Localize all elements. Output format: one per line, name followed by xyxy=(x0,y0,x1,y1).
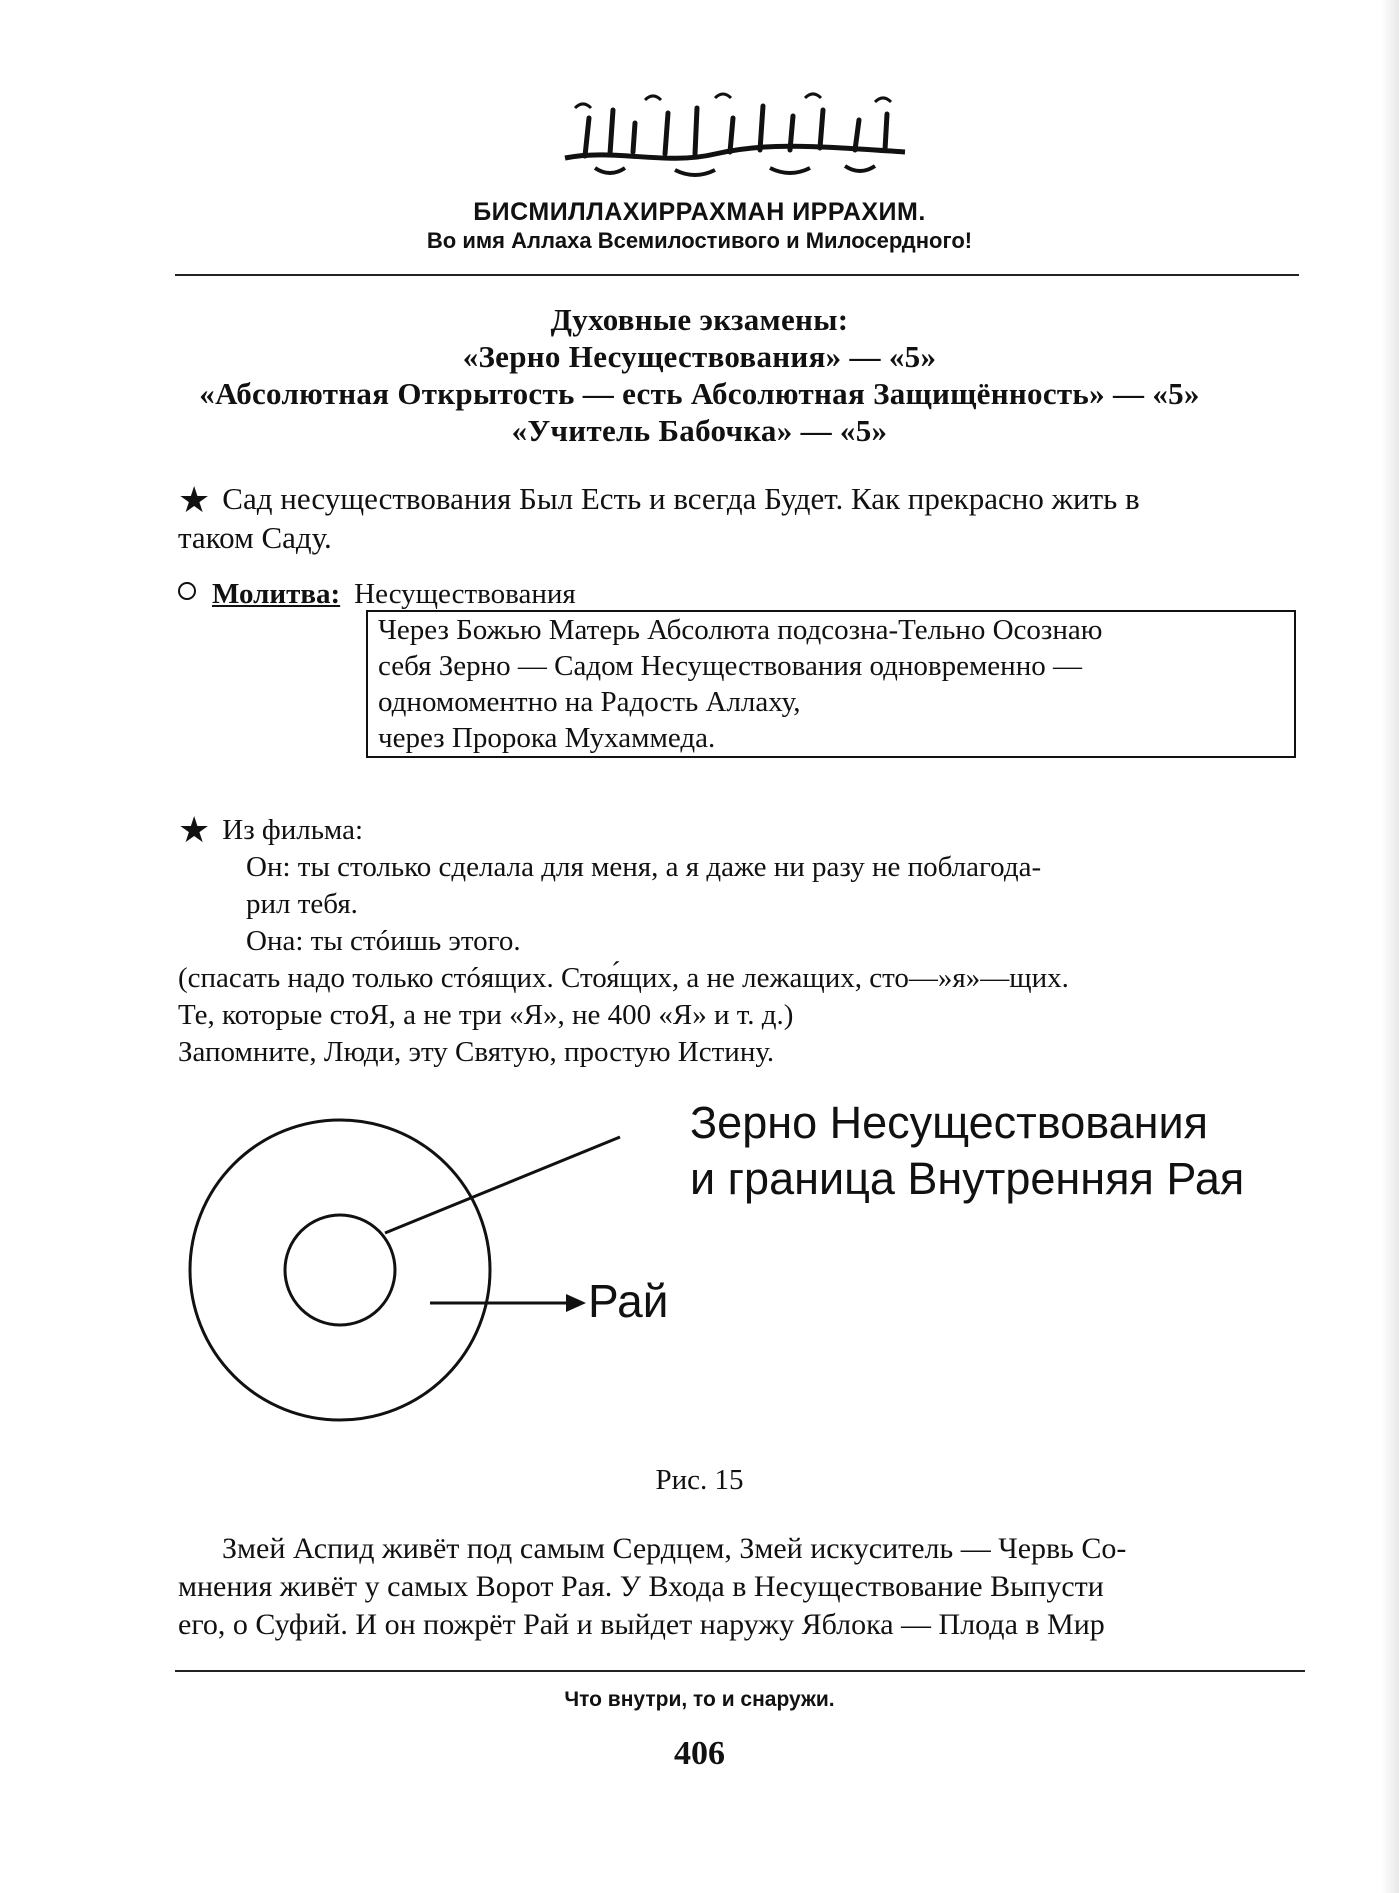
film-title: Из фильма: xyxy=(222,814,364,846)
prayer-box xyxy=(366,610,1296,758)
film-note-line: (спасать надо только стóящих. Стоя́щих, а не лежащих, сто—»я»—щих. xyxy=(178,962,1069,994)
film-quote xyxy=(178,812,1298,1071)
prayer-name: Несуществования xyxy=(354,578,576,610)
prayer-line: Через Божью Матерь Абсолюта подсозна-Тельно Осознаю xyxy=(378,614,1103,646)
prayer-label: Молитва: xyxy=(212,578,341,610)
diagram-caption xyxy=(690,1095,1244,1207)
rai-label: Рай xyxy=(588,1275,669,1327)
garden-line: Сад несуществования Был Есть и всегда Будет. Как прекрасно жить в xyxy=(222,481,1140,516)
prayer-line: через Пророка Мухаммеда. xyxy=(378,722,716,754)
outer-circle xyxy=(190,1120,490,1420)
header-rule xyxy=(175,274,1299,276)
basmala-translation: Во имя Аллаха Всемилостивого и Милосердного! xyxy=(426,228,973,253)
prayer-line: одномоментно на Радость Аллаху, xyxy=(378,686,801,718)
caption-line: и граница Внутренняя Рая xyxy=(690,1153,1245,1204)
film-line: Он: ты столько сделала для меня, а я даже ни разу не поблагода- xyxy=(246,851,1042,883)
star-icon: ★ xyxy=(178,810,211,850)
serpent-line: мнения живёт у самых Ворот Рая. У Входа в Несуществование Выпусти xyxy=(178,1570,1104,1603)
garden-line: таком Саду. xyxy=(178,520,332,555)
circle-bullet-icon xyxy=(178,582,196,600)
serpent-paragraph xyxy=(178,1530,1298,1644)
film-line: рил тебя. xyxy=(246,888,358,920)
star-icon: ★ xyxy=(178,480,211,520)
film-line: Она: ты стóишь этого. xyxy=(246,925,521,957)
exam-item: «Зерно Несуществования» — «5» xyxy=(462,339,937,374)
prayer-heading xyxy=(178,578,576,611)
footer-motto: Что внутри, то и снаружи. xyxy=(564,1688,835,1711)
exam-item: «Абсолютная Открытость — есть Абсолютная Защищённость» — «5» xyxy=(199,376,1200,411)
basmala-transliteration: БИСМИЛЛАХИРРАХМАН ИРРАХИМ. xyxy=(473,198,926,226)
page-edge-shadow xyxy=(1381,0,1399,1893)
footer-rule xyxy=(175,1670,1305,1672)
exam-item: «Учитель Бабочка» — «5» xyxy=(511,413,888,448)
figure-label: Рис. 15 xyxy=(655,1464,744,1496)
serpent-line: Змей Аспид живёт под самым Сердцем, Змей искуситель — Червь Со- xyxy=(222,1532,1127,1565)
film-closing: Запомните, Люди, эту Святую, простую Истину. xyxy=(178,1036,775,1068)
garden-paragraph xyxy=(178,480,1298,557)
arrow-head-icon xyxy=(566,1294,586,1312)
inner-circle xyxy=(285,1215,395,1325)
prayer-line: себя Зерно — Садом Несуществования одновременно — xyxy=(378,650,1082,682)
film-note-line: Те, которые стоЯ, а не три «Я», не 400 «Я» и т. д.) xyxy=(178,999,794,1031)
exams-title: Духовные экзамены: xyxy=(550,302,849,337)
basmala-calligraphy xyxy=(555,88,915,183)
page-number: 406 xyxy=(674,1735,725,1772)
caption-line: Зерно Несуществования xyxy=(690,1097,1209,1148)
serpent-line: его, о Суфий. И он пожрёт Рай и выйдет наружу Яблока — Плода в Мир xyxy=(178,1608,1105,1641)
pointer-line xyxy=(385,1137,620,1233)
